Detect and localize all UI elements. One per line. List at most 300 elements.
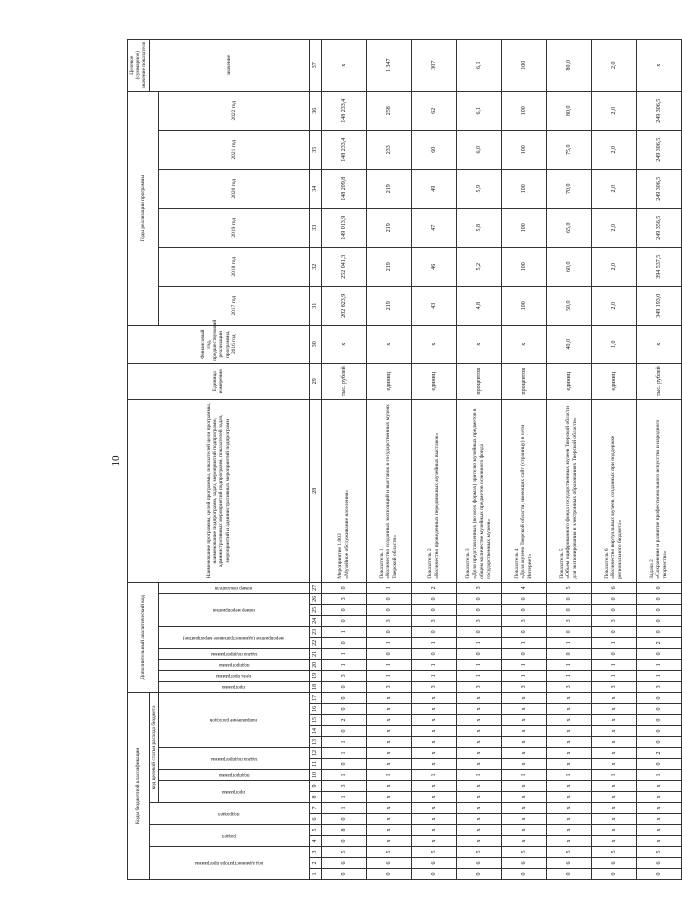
base-year-cell: х [456, 325, 501, 363]
unit-cell: единиц [546, 363, 591, 399]
code-cell: 1 [636, 659, 681, 670]
code-cell: 0 [321, 615, 366, 626]
code-cell: 5 [456, 847, 501, 858]
code-cell: 5 [546, 847, 591, 858]
column-number: 13 [309, 737, 321, 748]
code-cell: 3 [456, 615, 501, 626]
unit-cell: тыс. рублей [636, 363, 681, 399]
column-number: 8 [309, 792, 321, 803]
code-cell: 0 [411, 626, 456, 637]
year-value-cell: 100 [501, 286, 546, 325]
direction-code-header: задача подпрограммы [158, 748, 309, 770]
code-cell: 5 [366, 847, 411, 858]
code-cell: 3 [546, 615, 591, 626]
rotated-table-container [127, 41, 669, 880]
code-cell: 1 [591, 670, 636, 681]
year-value-cell: 43 [411, 286, 456, 325]
code-cell: 1 [546, 637, 591, 648]
code-cell: х [411, 781, 456, 792]
subprogram-code-header: подпрограмма [158, 770, 309, 781]
code-cell: 0 [546, 604, 591, 615]
code-cell: х [636, 781, 681, 792]
code-cell: 1 [411, 637, 456, 648]
code-cell: 0 [636, 737, 681, 748]
column-number: 35 [309, 130, 321, 169]
code-cell: х [411, 726, 456, 737]
column-number: 3 [309, 847, 321, 858]
code-cell: 6 [591, 858, 636, 869]
code-cell: 1 [321, 626, 366, 637]
year-value-cell: 2,0 [591, 286, 636, 325]
code-cell: 5 [546, 582, 591, 593]
code-cell: х [456, 759, 501, 770]
code-cell: х [591, 748, 636, 759]
code-cell: х [366, 704, 411, 715]
code-cell: 0 [456, 626, 501, 637]
column-number: 21 [309, 648, 321, 659]
code-cell: х [501, 704, 546, 715]
code-cell: х [501, 803, 546, 814]
code-cell: х [546, 803, 591, 814]
code-cell: х [411, 715, 456, 726]
target-value-cell: х [636, 39, 681, 91]
add-measure-number-header: номер мероприятия [158, 593, 309, 626]
code-cell: 6 [501, 858, 546, 869]
code-cell: х [456, 704, 501, 715]
code-cell: х [636, 803, 681, 814]
add-task-header: задача подпрограммы [158, 648, 309, 659]
column-number: 30 [309, 325, 321, 363]
code-cell: 1 [321, 648, 366, 659]
target-value-cell: х [321, 39, 366, 91]
code-cell: 1 [501, 637, 546, 648]
year-value-cell: 219 [366, 247, 411, 286]
code-cell: 1 [366, 582, 411, 593]
code-cell: 0 [636, 582, 681, 593]
code-cell: х [501, 781, 546, 792]
code-cell: 0 [591, 593, 636, 604]
code-cell: 5 [591, 847, 636, 858]
target-value-cell: 307 [411, 39, 456, 91]
code-cell: 0 [411, 648, 456, 659]
year-value-cell: 202 823,9 [321, 286, 366, 325]
name-cell: Показатель 5 «Объем оцифрованного фонда государственных музеев Тверской области для экспонирования в электронных образованиях Тверской области» [546, 399, 591, 582]
column-number: 36 [309, 91, 321, 130]
code-cell: х [411, 759, 456, 770]
code-cell: 1 [366, 670, 411, 681]
code-cell: 2 [636, 748, 681, 759]
code-cell: 1 [411, 770, 456, 781]
column-number: 37 [309, 39, 321, 91]
table-row [546, 39, 591, 879]
program-code-header: программа [158, 781, 309, 803]
code-cell: 6 [321, 858, 366, 869]
code-cell: 6 [366, 858, 411, 869]
code-cell: 0 [321, 704, 366, 715]
code-cell: 6 [636, 858, 681, 869]
code-cell: х [411, 836, 456, 847]
code-cell: 0 [636, 869, 681, 880]
code-cell: х [366, 715, 411, 726]
year-value-cell: 2,0 [591, 91, 636, 130]
table-row [321, 39, 366, 879]
year-value-cell: 70,0 [546, 169, 591, 208]
code-cell: х [456, 803, 501, 814]
column-number: 16 [309, 704, 321, 715]
target-value-cell: 2,0 [591, 39, 636, 91]
code-cell: 1 [456, 770, 501, 781]
code-cell: 1 [546, 770, 591, 781]
table-body [321, 39, 681, 879]
year-value-cell: 60 [411, 130, 456, 169]
code-cell: х [501, 792, 546, 803]
column-number: 2 [309, 858, 321, 869]
code-cell: х [636, 836, 681, 847]
column-number: 7 [309, 803, 321, 814]
code-cell: х [501, 814, 546, 825]
base-year-cell: 1,0 [591, 325, 636, 363]
code-cell: х [591, 715, 636, 726]
year-value-cell: 100 [501, 91, 546, 130]
code-cell: 6 [546, 858, 591, 869]
admin-code-header: код администратора программы [149, 847, 309, 880]
code-cell: 0 [321, 836, 366, 847]
year-value-cell: 47 [411, 208, 456, 247]
code-cell: 3 [321, 670, 366, 681]
year-value-cell: 100 [501, 247, 546, 286]
code-cell: х [501, 836, 546, 847]
header-row-1 [128, 39, 150, 879]
additional-code-header: Дополнительный аналитический код [128, 582, 159, 692]
code-cell: х [366, 792, 411, 803]
code-cell: х [456, 814, 501, 825]
code-cell: 0 [411, 604, 456, 615]
column-number: 11 [309, 759, 321, 770]
code-cell: х [636, 825, 681, 836]
code-cell: х [501, 726, 546, 737]
code-cell: 0 [591, 604, 636, 615]
code-cell: 1 [321, 792, 366, 803]
code-cell: 3 [366, 681, 411, 692]
code-cell: х [546, 836, 591, 847]
code-cell: х [366, 825, 411, 836]
year-value-cell: 249 306,5 [636, 91, 681, 130]
code-cell: 3 [546, 681, 591, 692]
code-cell: 1 [501, 659, 546, 670]
code-cell: 6 [591, 582, 636, 593]
name-header: Наименование программы, целей программы, показателей цели программы, наименование подпрограмм, задач, мероприятий подпрограмм, административных мероприятий подпрограмм, показателей задач, мероприятий и административных мероприятий подпрограмм [128, 399, 310, 582]
table-row [591, 39, 636, 879]
code-cell: х [366, 692, 411, 703]
table-row [636, 39, 681, 879]
year-value-cell: 2,0 [591, 130, 636, 169]
base-year-header: Финансовый год, предшествующий реализации программы, 2016 год [128, 325, 310, 363]
code-cell: 1 [456, 670, 501, 681]
code-cell: 0 [321, 869, 366, 880]
code-cell: х [456, 726, 501, 737]
code-cell: 1 [501, 770, 546, 781]
column-number: 26 [309, 593, 321, 604]
code-cell: х [591, 825, 636, 836]
code-cell: 1 [546, 670, 591, 681]
year-value-cell: 2,0 [591, 247, 636, 286]
code-cell: 3 [636, 681, 681, 692]
code-cell: 0 [411, 869, 456, 880]
column-number: 12 [309, 748, 321, 759]
column-number: 4 [309, 836, 321, 847]
code-cell: 1 [636, 670, 681, 681]
code-cell: 3 [456, 681, 501, 692]
code-cell: 0 [501, 604, 546, 615]
add-indicator-header: номер показателя [158, 582, 309, 593]
code-cell: 3 [411, 681, 456, 692]
code-cell: 0 [321, 814, 366, 825]
code-cell: 8 [321, 825, 366, 836]
code-cell: х [546, 726, 591, 737]
code-cell: 0 [501, 626, 546, 637]
year-value-cell: 252 041,3 [321, 247, 366, 286]
name-cell: Мероприятие 1.003 «Музейное обслуживание населения» [321, 399, 366, 582]
code-cell: 0 [636, 648, 681, 659]
code-cell: х [591, 836, 636, 847]
code-cell: х [546, 748, 591, 759]
code-cell: х [591, 704, 636, 715]
code-cell: 1 [636, 770, 681, 781]
column-number: 22 [309, 637, 321, 648]
code-cell: 5 [411, 847, 456, 858]
code-cell: 0 [366, 869, 411, 880]
code-cell: 0 [501, 648, 546, 659]
code-cell: 2 [636, 637, 681, 648]
code-cell: х [411, 825, 456, 836]
code-cell: х [366, 814, 411, 825]
expense-direction-header: направление расходов [158, 692, 309, 747]
add-program-header: программа [158, 681, 309, 692]
code-cell: х [591, 737, 636, 748]
year-value-cell: 4,8 [456, 286, 501, 325]
year-value-cell: 258 [366, 91, 411, 130]
year-2019-header: 2019 год [158, 208, 309, 247]
code-cell: 0 [546, 626, 591, 637]
year-value-cell: 249 306,5 [636, 130, 681, 169]
code-cell: 0 [591, 869, 636, 880]
year-value-cell: 349 193,0 [636, 286, 681, 325]
name-cell: Показатель 2 «Количество проведенных передвижных музейных выставок» [411, 399, 456, 582]
code-cell: 0 [366, 648, 411, 659]
year-value-cell: 49 [411, 169, 456, 208]
year-2020-header: 2020 год [158, 169, 309, 208]
code-cell: х [546, 715, 591, 726]
target-value-header: значение [149, 39, 309, 91]
year-value-cell: 5,9 [456, 169, 501, 208]
code-cell: х [591, 726, 636, 737]
unit-cell: единиц [411, 363, 456, 399]
code-cell: х [456, 737, 501, 748]
year-value-cell: 2,0 [591, 169, 636, 208]
code-cell: 0 [366, 604, 411, 615]
code-cell: 1 [321, 737, 366, 748]
code-cell: х [591, 792, 636, 803]
code-cell: 0 [321, 582, 366, 593]
code-cell: х [366, 748, 411, 759]
year-value-cell: 60,0 [546, 247, 591, 286]
code-cell: 0 [636, 692, 681, 703]
name-cell: Показатель 6 «Количество виртуальных музеев, созданных при поддержке регионального бюджета» [591, 399, 636, 582]
table-row [501, 39, 546, 879]
year-2017-header: 2017 год [158, 286, 309, 325]
code-cell: 0 [636, 626, 681, 637]
code-cell: 1 [501, 670, 546, 681]
year-value-cell: 249 306,5 [636, 169, 681, 208]
year-value-cell: 80,0 [546, 91, 591, 130]
code-cell: х [501, 748, 546, 759]
code-cell: х [366, 836, 411, 847]
year-value-cell: 100 [501, 130, 546, 169]
column-number: 29 [309, 363, 321, 399]
code-cell: х [456, 692, 501, 703]
code-cell: х [456, 792, 501, 803]
add-goal-header: цель программы [158, 670, 309, 681]
base-year-cell: 40,0 [546, 325, 591, 363]
table-row [456, 39, 501, 879]
subsection-header: подраздел [149, 803, 309, 825]
year-2022-header: 2022 год [158, 91, 309, 130]
code-cell: 0 [366, 626, 411, 637]
code-cell: 1 [321, 770, 366, 781]
program-table [127, 39, 682, 880]
code-cell: 2 [411, 582, 456, 593]
column-number: 5 [309, 825, 321, 836]
years-group-header: Годы реализации программы [128, 91, 159, 325]
column-number: 33 [309, 208, 321, 247]
name-cell: Показатель 4 «Доля музеев Тверской области, имеющих сайт (страницу) в сети Интернет» [501, 399, 546, 582]
year-value-cell: 233 [366, 130, 411, 169]
code-cell: х [501, 692, 546, 703]
code-cell: 0 [321, 637, 366, 648]
code-cell: 0 [636, 615, 681, 626]
column-number: 17 [309, 692, 321, 703]
code-cell: х [456, 715, 501, 726]
code-cell: х [546, 825, 591, 836]
code-cell: 0 [501, 869, 546, 880]
code-cell: х [546, 781, 591, 792]
code-cell: 6 [411, 858, 456, 869]
year-value-cell: 2,0 [591, 208, 636, 247]
code-cell: 3 [321, 593, 366, 604]
code-cell: 1 [321, 748, 366, 759]
code-cell: 3 [321, 781, 366, 792]
year-value-cell: 50,0 [546, 286, 591, 325]
year-value-cell: 62 [411, 91, 456, 130]
base-year-cell: х [321, 325, 366, 363]
code-cell: 1 [366, 659, 411, 670]
code-cell: 3 [591, 615, 636, 626]
year-value-cell: 219 [366, 208, 411, 247]
code-cell: 0 [321, 726, 366, 737]
year-value-cell: 100 [501, 169, 546, 208]
section-header: раздел [149, 825, 309, 847]
year-value-cell: 219 [366, 169, 411, 208]
column-number: 31 [309, 286, 321, 325]
year-value-cell: 148 233,4 [321, 91, 366, 130]
code-cell: 0 [546, 593, 591, 604]
name-cell: Показатель 3 «Доля представленных (во всех формах) зрителю музейных предметов в общем количестве музейных предметов основного фонда государственных музеев» [456, 399, 501, 582]
code-cell: х [411, 692, 456, 703]
code-cell: 0 [456, 604, 501, 615]
code-cell: 0 [636, 593, 681, 604]
year-2018-header: 2018 год [158, 247, 309, 286]
code-cell: 1 [321, 803, 366, 814]
add-subprogram-header: подпрограмма [158, 659, 309, 670]
code-cell: 0 [636, 704, 681, 715]
code-cell: 1 [456, 659, 501, 670]
year-value-cell: 100 [501, 208, 546, 247]
code-cell: х [366, 759, 411, 770]
code-cell: х [456, 836, 501, 847]
code-cell: 0 [546, 648, 591, 659]
code-cell: 3 [501, 681, 546, 692]
year-2021-header: 2021 год [158, 130, 309, 169]
code-cell: 1 [366, 637, 411, 648]
year-value-cell: 75,0 [546, 130, 591, 169]
year-value-cell: 65,0 [546, 208, 591, 247]
code-cell: 3 [501, 615, 546, 626]
code-cell: 1 [456, 637, 501, 648]
code-cell: х [546, 792, 591, 803]
code-cell: 0 [366, 593, 411, 604]
table-row [411, 39, 456, 879]
year-value-cell: 148 233,4 [321, 130, 366, 169]
code-cell: х [546, 759, 591, 770]
code-cell: 1 [591, 770, 636, 781]
code-cell: 0 [636, 604, 681, 615]
year-value-cell: 148 209,8 [321, 169, 366, 208]
code-cell: х [501, 825, 546, 836]
base-year-cell: х [501, 325, 546, 363]
code-cell: 3 [411, 615, 456, 626]
code-cell: 2 [321, 715, 366, 726]
base-year-cell: х [636, 325, 681, 363]
code-cell: х [456, 781, 501, 792]
year-value-cell: 5,2 [456, 247, 501, 286]
code-cell: 1 [546, 659, 591, 670]
code-cell: х [546, 737, 591, 748]
code-cell: х [366, 803, 411, 814]
code-cell: 0 [636, 715, 681, 726]
code-cell: х [546, 814, 591, 825]
code-cell: 0 [636, 726, 681, 737]
target-value-cell: 6,1 [456, 39, 501, 91]
code-cell: 5 [321, 847, 366, 858]
year-value-cell: 6,0 [456, 130, 501, 169]
column-number: 1 [309, 869, 321, 880]
year-value-cell: 219 [366, 286, 411, 325]
code-cell: 1 [366, 770, 411, 781]
code-cell: х [636, 792, 681, 803]
code-cell: х [591, 759, 636, 770]
column-number: 34 [309, 169, 321, 208]
column-number: 28 [309, 399, 321, 582]
code-cell: х [501, 715, 546, 726]
column-numbers-row [309, 39, 321, 879]
code-cell: х [411, 792, 456, 803]
column-number: 15 [309, 715, 321, 726]
base-year-cell: х [366, 325, 411, 363]
unit-header: Единица измерения [128, 363, 310, 399]
code-cell: х [411, 803, 456, 814]
column-number: 19 [309, 670, 321, 681]
code-cell: 0 [321, 604, 366, 615]
